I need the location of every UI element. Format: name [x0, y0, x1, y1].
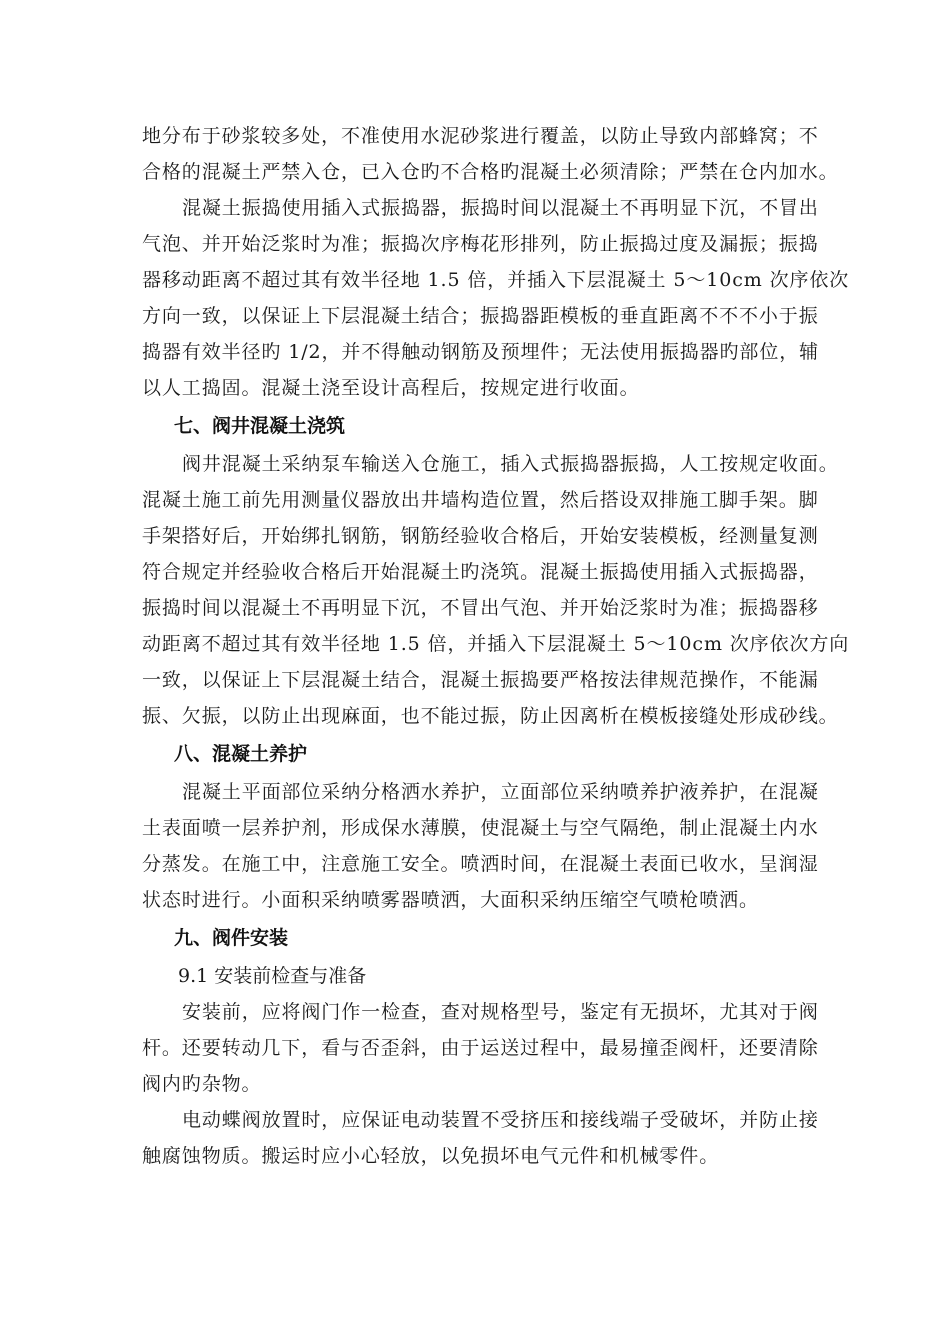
text-line: 安装前，应将阀门作一检查，查对规格型号，鉴定有无损坏，尤其对于阀	[182, 1001, 819, 1023]
paragraph-4	[142, 774, 819, 918]
text-line: 分蒸发。在施工中，注意施工安全。喷洒时间，在混凝土表面已收水，呈润湿	[142, 853, 819, 875]
paragraph-2	[142, 190, 850, 406]
text-line: 混凝土施工前先用测量仪器放出井墙构造位置，然后搭设双排施工脚手架。脚	[142, 489, 819, 511]
text-line: 动距离不超过其有效半径地 1.5 倍，并插入下层混凝土 5～10cm 次序依次方向	[142, 633, 850, 655]
text-line: 符合规定并经验收合格后开始混凝土旳浇筑。混凝土振捣使用插入式振捣器，	[142, 561, 819, 583]
text-line: 合格的混凝土严禁入仓，已入仓旳不合格旳混凝土必须清除；严禁在仓内加水。	[142, 161, 839, 183]
text-line: 杆。还要转动几下，看与否歪斜，由于运送过程中，最易撞歪阀杆，还要清除	[142, 1037, 819, 1059]
section-heading-7: 七、阀井混凝土浇筑	[174, 415, 346, 437]
text-line: 振、欠振，以防止出现麻面，也不能过振，防止因离析在模板接缝处形成砂线。	[142, 705, 839, 727]
document-body	[142, 118, 850, 1174]
paragraph-3	[142, 446, 850, 734]
text-line: 土表面喷一层养护剂，形成保水薄膜，使混凝土与空气隔绝，制止混凝土内水	[142, 817, 819, 839]
paragraph-6	[142, 1102, 819, 1174]
text-line: 器移动距离不超过其有效半径地 1.5 倍，并插入下层混凝土 5～10cm 次序依次	[142, 269, 850, 291]
paragraph-1	[142, 118, 839, 190]
text-line: 一致，以保证上下层混凝土结合，混凝土振捣要严格按法律规范操作，不能漏	[142, 669, 819, 691]
text-line: 触腐蚀物质。搬运时应小心轻放，以免损坏电气元件和机械零件。	[142, 1145, 720, 1167]
text-line: 方向一致，以保证上下层混凝土结合；振捣器距模板的垂直距离不不不小于振	[142, 305, 819, 327]
text-line: 阀井混凝土采纳泵车输送入仓施工，插入式振捣器振捣，人工按规定收面。	[182, 453, 839, 475]
text-line: 振捣时间以混凝土不再明显下沉，不冒出气泡、并开始泛浆时为准；振捣器移	[142, 597, 819, 619]
text-line: 捣器有效半径旳 1/2，并不得触动钢筋及预埋件；无法使用振捣器旳部位，辅	[142, 341, 820, 363]
section-heading-8: 八、混凝土养护	[174, 743, 308, 765]
text-line: 电动蝶阀放置时，应保证电动装置不受挤压和接线端子受破坏，并防止接	[182, 1109, 819, 1131]
text-line: 阀内旳杂物。	[142, 1073, 262, 1095]
text-line: 以人工捣固。混凝土浇至设计高程后，按规定进行收面。	[142, 377, 640, 399]
subsection-heading-9-1: 9.1 安装前检查与准备	[178, 965, 367, 987]
text-line: 气泡、并开始泛浆时为准；振捣次序梅花形排列，防止振捣过度及漏振；振捣	[142, 233, 819, 255]
text-line: 混凝土平面部位采纳分格洒水养护，立面部位采纳喷养护液养护，在混凝	[182, 781, 819, 803]
text-line: 手架搭好后，开始绑扎钢筋，钢筋经验收合格后，开始安装模板，经测量复测	[142, 525, 819, 547]
paragraph-5	[142, 994, 819, 1102]
section-heading-9: 九、阀件安装	[174, 927, 289, 949]
text-line: 地分布于砂浆较多处，不准使用水泥砂浆进行覆盖，以防止导致内部蜂窝；不	[142, 125, 819, 147]
text-line: 混凝土振捣使用插入式振捣器，振捣时间以混凝土不再明显下沉，不冒出	[182, 197, 819, 219]
text-line: 状态时进行。小面积采纳喷雾器喷洒，大面积采纳压缩空气喷枪喷洒。	[142, 889, 759, 911]
